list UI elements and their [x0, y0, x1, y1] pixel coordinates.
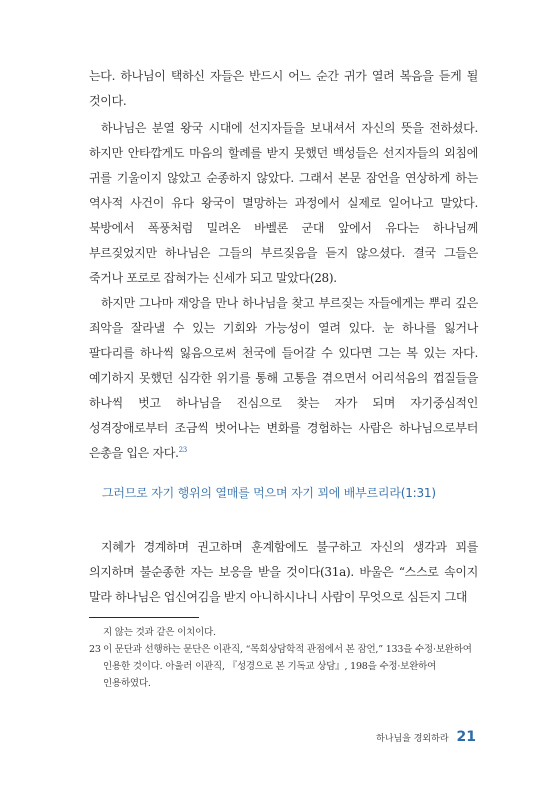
secondary-body-text: [89, 535, 478, 610]
running-footer: [376, 729, 476, 745]
footnote-item: [89, 641, 478, 692]
page-number: 21: [456, 729, 476, 745]
paragraph-2: 하나님은 분열 왕국 시대에 선지자들을 보내셔서 자신의 뜻을 전하셨다. 하지만 안타깝게도 마음의 할례를 받지 못했던 백성들은 선지자들의 외침에 귀를 기울이지 않았고 순종하지 않았다. 그래서 본문 잠언을 연상하게 하는 역사적 사건이 유다 왕국이 멸망하는 과정에서 실제로 일어나고 말았다. 북방에서 폭풍처럼 밀려온 바벨론 군대 앞에서 유다는 하나님께 부르짖었지만 하나님은 그들의 부르짖음을 듣지 않으셨다. 결국 그들은 죽거나 포로로 잡혀가는 신세가 되고 말았다(28).: [89, 121, 478, 285]
footnote-text: 이 문단과 선행하는 문단은 이관직, “목회상담학적 관점에서 본 잠언,” 133을 수정·보완하여 인용한 것이다. 아울러 이관직, 『성경으로 본 기독교 상담』, 198을 수정·보완하여 인용하였다.: [103, 644, 472, 689]
footer-title: 하나님을 경외하라: [376, 734, 449, 744]
paragraph-1: 는다. 하나님이 택하신 자들은 반드시 어느 순간 귀가 열려 복음을 듣게 될 것이다.: [89, 69, 478, 108]
section-subheading: 그러므로 자기 행위의 열매를 먹으며 자기 꾀에 배부르리라(1:31): [102, 486, 436, 500]
footnotes: [89, 624, 478, 692]
footnote-reference[interactable]: 23: [178, 446, 187, 454]
paragraph-4: 지혜가 경계하며 권고하며 훈계함에도 불구하고 자신의 생각과 꾀를 의지하며 불순종한 자는 보응을 받을 것이다(31a). 바울은 “스스로 속이지 말라 하나님은 업신여김을 받지 아니하시나니 사람이 무엇으로 심든지 그대: [89, 540, 478, 604]
footnote-divider: [89, 617, 199, 618]
paragraph-3-text: 하지만 그나마 재앙을 만나 하나님을 찾고 부르짖는 자들에게는 뿌리 깊은 죄악을 잘라낼 수 있는 기회와 가능성이 열려 있다. 눈 하나를 잃거나 팔다리를 하나씩 잃음으로써 천국에 들어갈 수 있다면 그는 복 있는 자다. 예기하지 못했던 심각한 위기를 통해 고통을 겪으면서 어리석음의 껍질들을 하나씩 벗고 하나님을 진심으로 찾는 자가 되며 자기중심적인 성격장애로부터 조금씩 벗어나는 변화를 경험하는 사람은 하나님으로부터 은총을 입은 자다.: [89, 296, 478, 460]
footnote-number: 23: [89, 644, 101, 655]
paragraph-3: [89, 291, 478, 466]
footnote-continuation: 지 않는 것과 같은 이치이다.: [103, 627, 216, 638]
main-body-text: [89, 64, 478, 466]
